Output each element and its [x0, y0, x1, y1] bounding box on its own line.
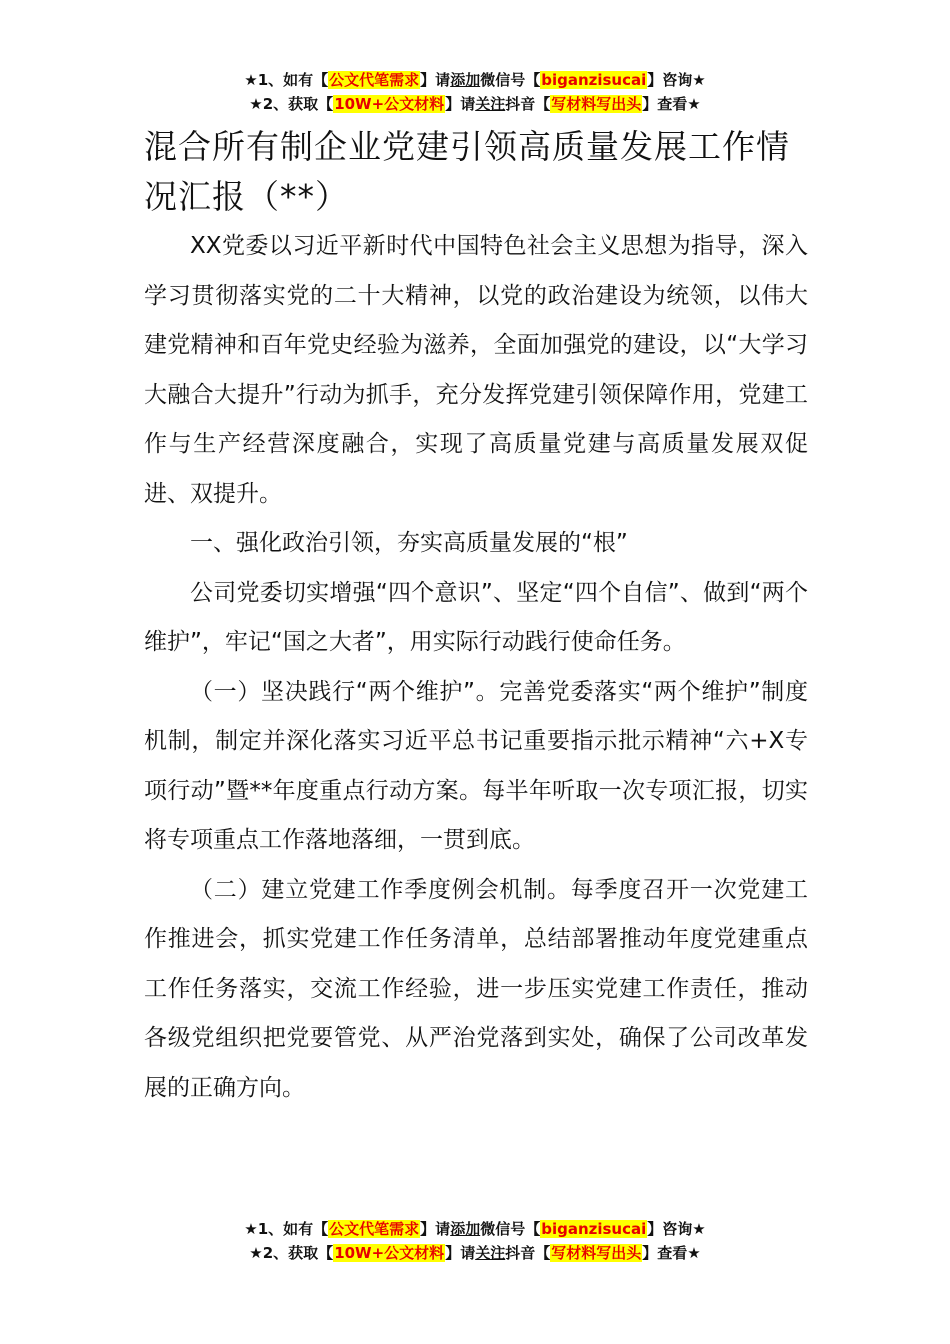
promo-underline: 关注 — [475, 1244, 506, 1262]
promo-line-2 — [0, 92, 950, 116]
promo-banner-top — [0, 68, 950, 116]
promo-highlight: 10W+公文材料 — [334, 1244, 445, 1262]
promo-text: 微信号【 — [480, 71, 541, 89]
paragraph-intro: XX党委以习近平新时代中国特色社会主义思想为指导，深入学习贯彻落实党的二十大精神，以党的政治建设为统领，以伟大建党精神和百年党史经验为滋养，全面加强党的建设，以“大学习大融合大提升”行动为抓手，充分发挥党建引领保障作用，党建工作与生产经营深度融合，实现了高质量党建与高质量发展双促进、双提升。 — [144, 233, 808, 507]
promo-text: 抖音【 — [505, 95, 551, 113]
document-body — [144, 122, 808, 1113]
promo-text: 】咨询★ — [647, 1220, 706, 1238]
promo-highlight: biganzisucai — [541, 71, 647, 89]
paragraph: （一）坚决践行“两个维护”。完善党委落实“两个维护”制度机制，制定并深化落实习近平总书记重要指示批示精神“六+X专项行动”暨**年度重点行动方案。每半年听取一次专项汇报，切实将专项重点工作落地落细，一贯到底。 — [144, 678, 808, 853]
promo-text: 抖音【 — [505, 1244, 551, 1262]
promo-text: ★2、获取【 — [249, 95, 334, 113]
promo-text: ★1、如有【 — [244, 1220, 329, 1238]
promo-text: 】请 — [445, 1244, 476, 1262]
section-heading: 一、强化政治引领，夯实高质量发展的“根” — [190, 530, 628, 556]
promo-line-1 — [0, 68, 950, 92]
promo-text: 】请 — [420, 71, 451, 89]
promo-banner-bottom — [0, 1217, 950, 1265]
promo-highlight: 公文代笔需求 — [329, 1220, 420, 1238]
promo-text: 】请 — [445, 95, 476, 113]
paragraph: （二）建立党建工作季度例会机制。每季度召开一次党建工作推进会，抓实党建工作任务清单，总结部署推动年度党建重点工作任务落实，交流工作经验，进一步压实党建工作责任，推动各级党组织把党要管党、从严治党落到实处，确保了公司改革发展的正确方向。 — [144, 876, 808, 1101]
promo-text: ★1、如有【 — [244, 71, 329, 89]
promo-text: 微信号【 — [480, 1220, 541, 1238]
promo-text: ★2、获取【 — [249, 1244, 334, 1262]
paragraph: 公司党委切实增强“四个意识”、坚定“四个自信”、做到“两个维护”，牢记“国之大者”，用实际行动践行使命任务。 — [144, 579, 808, 655]
promo-highlight: 写材料写出头 — [551, 95, 642, 113]
promo-highlight: 公文代笔需求 — [329, 71, 420, 89]
promo-text: 】查看★ — [642, 95, 701, 113]
promo-text: 】查看★ — [642, 1244, 701, 1262]
promo-highlight: biganzisucai — [541, 1220, 647, 1238]
promo-text: 】咨询★ — [647, 71, 706, 89]
promo-line-1 — [0, 1217, 950, 1241]
promo-highlight: 写材料写出头 — [551, 1244, 642, 1262]
promo-underline: 关注 — [475, 95, 506, 113]
document-title: 混合所有制企业党建引领高质量发展工作情况汇报（**） — [144, 127, 790, 216]
promo-underline: 添加 — [450, 1220, 481, 1238]
promo-text: 】请 — [420, 1220, 451, 1238]
promo-underline: 添加 — [450, 71, 481, 89]
promo-highlight: 10W+公文材料 — [334, 95, 445, 113]
promo-line-2 — [0, 1241, 950, 1265]
